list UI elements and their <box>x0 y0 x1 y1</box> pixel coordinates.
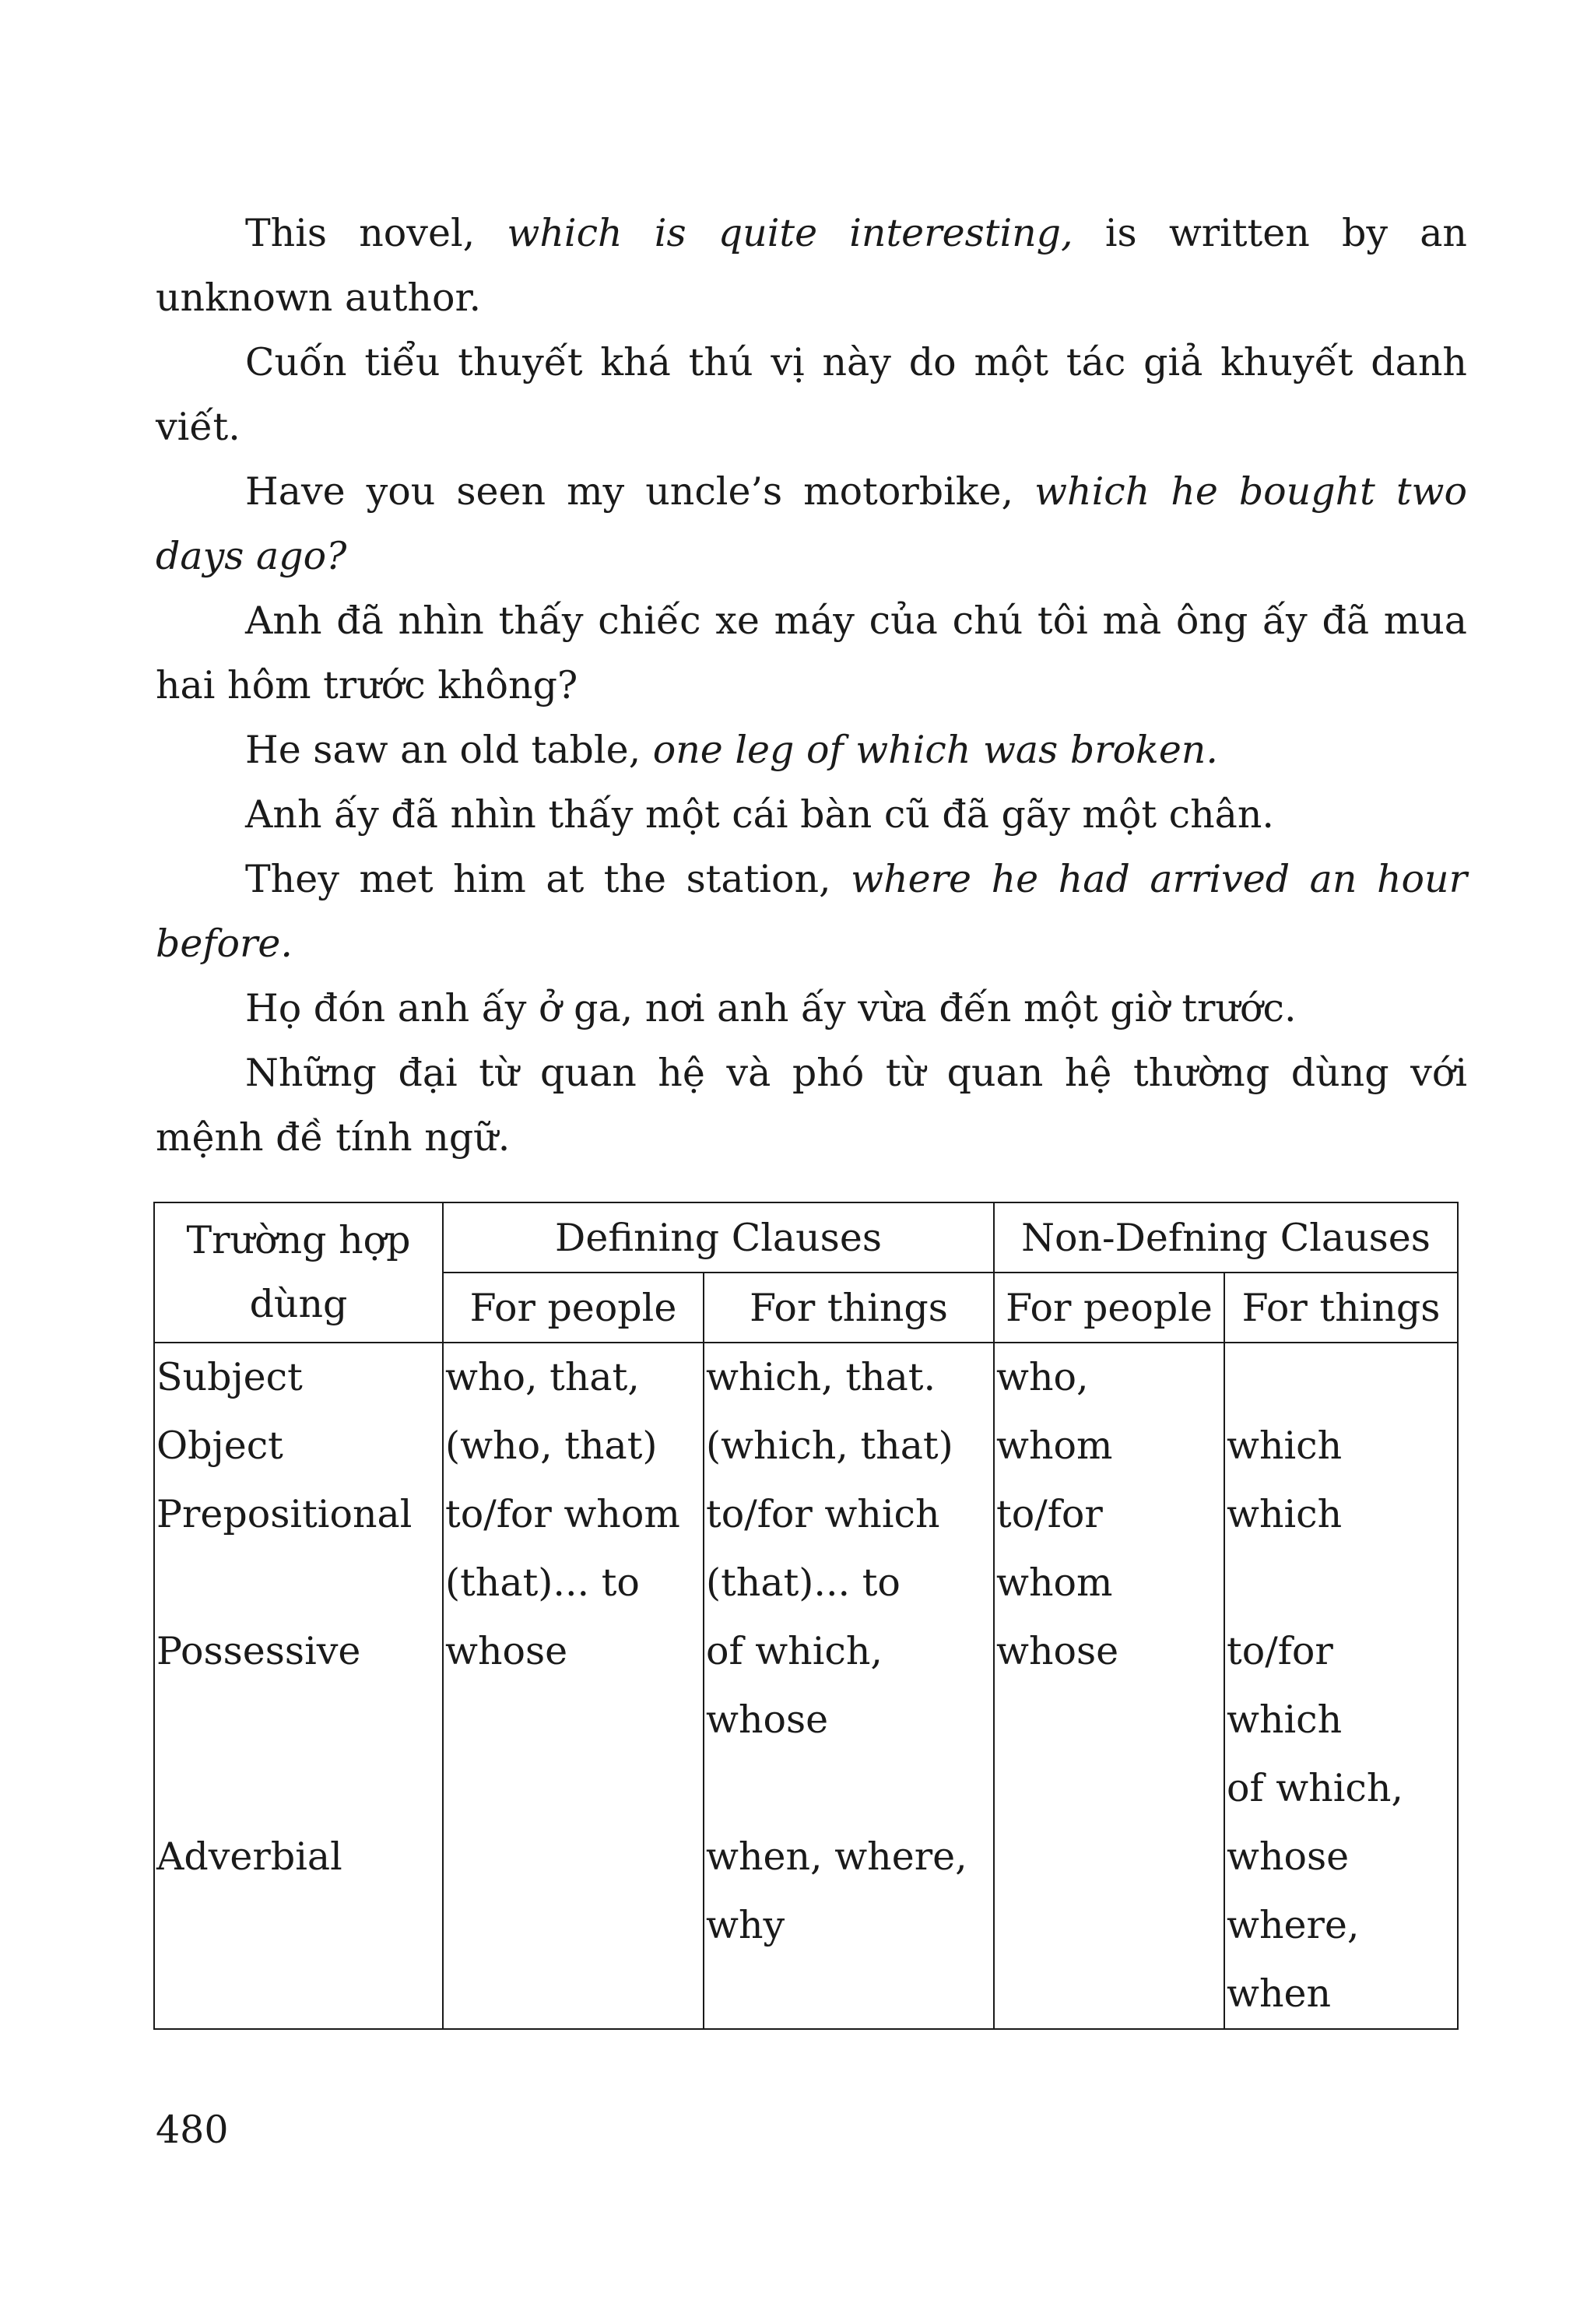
paragraph-text: This novel, <box>245 211 507 255</box>
table-cell-text: which <box>1227 1697 1343 1742</box>
table-cell <box>443 1823 704 1891</box>
table-cell <box>154 1617 443 1686</box>
table-cell <box>154 1891 443 1960</box>
table-cell <box>1224 1343 1458 1412</box>
table-row <box>154 1549 1458 1617</box>
table-cell-text: which <box>1227 1424 1343 1468</box>
table-cell <box>704 1686 994 1754</box>
table-cell <box>1224 1549 1458 1617</box>
paragraph <box>156 718 1467 782</box>
table-cell <box>1224 1960 1458 2029</box>
table-cell <box>994 1617 1224 1686</box>
table-row <box>154 1617 1458 1686</box>
table-cell <box>994 1549 1224 1617</box>
body-text <box>156 201 1467 1170</box>
table-cell-text: Possessive <box>156 1629 361 1673</box>
table-cell <box>994 1823 1224 1891</box>
paragraph-text: They met him at the station, <box>245 857 851 901</box>
table-row <box>154 1960 1458 2029</box>
paragraph <box>156 976 1467 1041</box>
table-cell-text: (that)... to <box>706 1560 901 1605</box>
table-cell <box>443 1686 704 1754</box>
table-row <box>154 1480 1458 1549</box>
table-cell <box>704 1960 994 2029</box>
table-cell-text: whose <box>445 1629 568 1673</box>
table-cell-text: who, <box>996 1355 1089 1399</box>
paragraph-italic-text: which is quite interesting, <box>507 211 1073 255</box>
paragraph <box>156 847 1467 976</box>
table-cell-text: who, that, <box>445 1355 640 1399</box>
subheader-nondefining-people: For people <box>994 1273 1224 1343</box>
subheader-nondefining-things: For things <box>1224 1273 1458 1343</box>
table-cell-text: Object <box>156 1424 283 1468</box>
table-cell <box>154 1549 443 1617</box>
table-cell-text: of which, <box>1227 1766 1403 1810</box>
table-cell-text: (who, that) <box>445 1424 658 1468</box>
header-defining-clauses: Defining Clauses <box>443 1202 994 1273</box>
paragraph <box>156 1041 1467 1170</box>
subheader-defining-things: For things <box>704 1273 994 1343</box>
paragraph <box>156 330 1467 459</box>
table-cell <box>704 1823 994 1891</box>
table-cell-text: to/for which <box>706 1492 940 1536</box>
table-cell-text: where, <box>1227 1903 1360 1947</box>
table-cell <box>994 1960 1224 2029</box>
table-cell <box>154 1412 443 1480</box>
table-cell-text: why <box>706 1903 785 1947</box>
paragraph-text-after: is written by an unknown author. <box>156 211 1467 320</box>
table-cell <box>704 1343 994 1412</box>
table-cell-text: (that)... to <box>445 1560 640 1605</box>
paragraph-text: Cuốn tiểu thuyết khá thú vị này do một tác giả khuyết danh viết. <box>156 340 1467 449</box>
table-cell-text: whose <box>706 1697 829 1742</box>
paragraph <box>156 588 1467 718</box>
paragraph <box>156 782 1467 847</box>
paragraph-text: Họ đón anh ấy ở ga, nơi anh ấy vừa đến một giờ trước. <box>245 986 1297 1030</box>
table-cell-text: whose <box>1227 1834 1350 1879</box>
table-cell <box>1224 1891 1458 1960</box>
table-cell <box>994 1480 1224 1549</box>
table-cell-text: Prepositional <box>156 1492 413 1536</box>
table-corner-header: Trường hợp dùng <box>154 1202 443 1343</box>
paragraph-italic-text: where he had arrived an hour before. <box>156 857 1467 966</box>
paragraph <box>156 459 1467 588</box>
table-cell <box>994 1754 1224 1823</box>
table-cell <box>704 1480 994 1549</box>
table-cell <box>994 1343 1224 1412</box>
table-cell <box>704 1617 994 1686</box>
table-cell <box>154 1960 443 2029</box>
table-cell <box>443 1549 704 1617</box>
table-cell <box>1224 1754 1458 1823</box>
table-cell <box>994 1412 1224 1480</box>
paragraph-text: Anh đã nhìn thấy chiếc xe máy của chú tôi mà ông ấy đã mua hai hôm trước không? <box>156 599 1467 707</box>
paragraph-text: Anh ấy đã nhìn thấy một cái bàn cũ đã gãy một chân. <box>245 792 1274 837</box>
table-row <box>154 1891 1458 1960</box>
paragraph <box>156 201 1467 330</box>
table-body <box>154 1343 1458 2029</box>
table-cell-text: whose <box>996 1629 1119 1673</box>
table-cell <box>704 1549 994 1617</box>
table-cell <box>704 1412 994 1480</box>
table-row <box>154 1823 1458 1891</box>
relative-pronoun-table <box>153 1202 1459 2030</box>
relative-pronoun-table-container <box>153 1202 1457 2030</box>
table-cell <box>443 1960 704 2029</box>
table-cell-text: which <box>1227 1492 1343 1536</box>
table-cell <box>994 1686 1224 1754</box>
table-cell <box>154 1686 443 1754</box>
paragraph-text: He saw an old table, <box>245 728 653 772</box>
table-cell-text: (which, that) <box>706 1424 953 1468</box>
table-cell <box>704 1754 994 1823</box>
header-non-defining-clauses: Non-Defning Clauses <box>994 1202 1458 1273</box>
table-cell <box>1224 1412 1458 1480</box>
table-cell <box>994 1891 1224 1960</box>
table-cell <box>154 1754 443 1823</box>
paragraph-text: Những đại từ quan hệ và phó từ quan hệ thường dùng với mệnh đề tính ngữ. <box>156 1051 1467 1160</box>
table-cell <box>443 1412 704 1480</box>
table-row <box>154 1754 1458 1823</box>
table-cell <box>443 1891 704 1960</box>
table-cell <box>443 1754 704 1823</box>
paragraph-italic-text: one leg of which was broken. <box>652 728 1218 772</box>
subheader-defining-people: For people <box>443 1273 704 1343</box>
table-row <box>154 1412 1458 1480</box>
table-cell-text: Adverbial <box>156 1834 342 1879</box>
table-cell-text: to/for whom <box>445 1492 680 1536</box>
table-cell-text: of which, <box>706 1629 883 1673</box>
table-cell-text: whom <box>996 1560 1113 1605</box>
table-cell <box>443 1343 704 1412</box>
table-cell <box>1224 1480 1458 1549</box>
table-cell-text: which, that. <box>706 1355 936 1399</box>
table-cell <box>154 1480 443 1549</box>
table-row <box>154 1343 1458 1412</box>
table-cell <box>1224 1617 1458 1686</box>
table-cell <box>1224 1686 1458 1754</box>
page-number: 480 <box>156 2108 229 2152</box>
paragraph-text: Have you seen my uncle’s motorbike, <box>245 469 1035 514</box>
table-cell-text: when <box>1227 1971 1332 2016</box>
table-cell-text: to/for <box>996 1492 1103 1536</box>
table-cell <box>704 1891 994 1960</box>
paragraph-italic-text: which he bought two days ago? <box>156 469 1467 578</box>
table-cell <box>1224 1823 1458 1891</box>
table-row <box>154 1686 1458 1754</box>
table-cell <box>443 1480 704 1549</box>
table-cell-text: whom <box>996 1424 1113 1468</box>
table-cell-text: to/for <box>1227 1629 1333 1673</box>
table-cell <box>443 1617 704 1686</box>
table-cell <box>154 1343 443 1412</box>
table-cell <box>154 1823 443 1891</box>
table-cell-text: when, where, <box>706 1834 967 1879</box>
table-cell-text: Subject <box>156 1355 303 1399</box>
